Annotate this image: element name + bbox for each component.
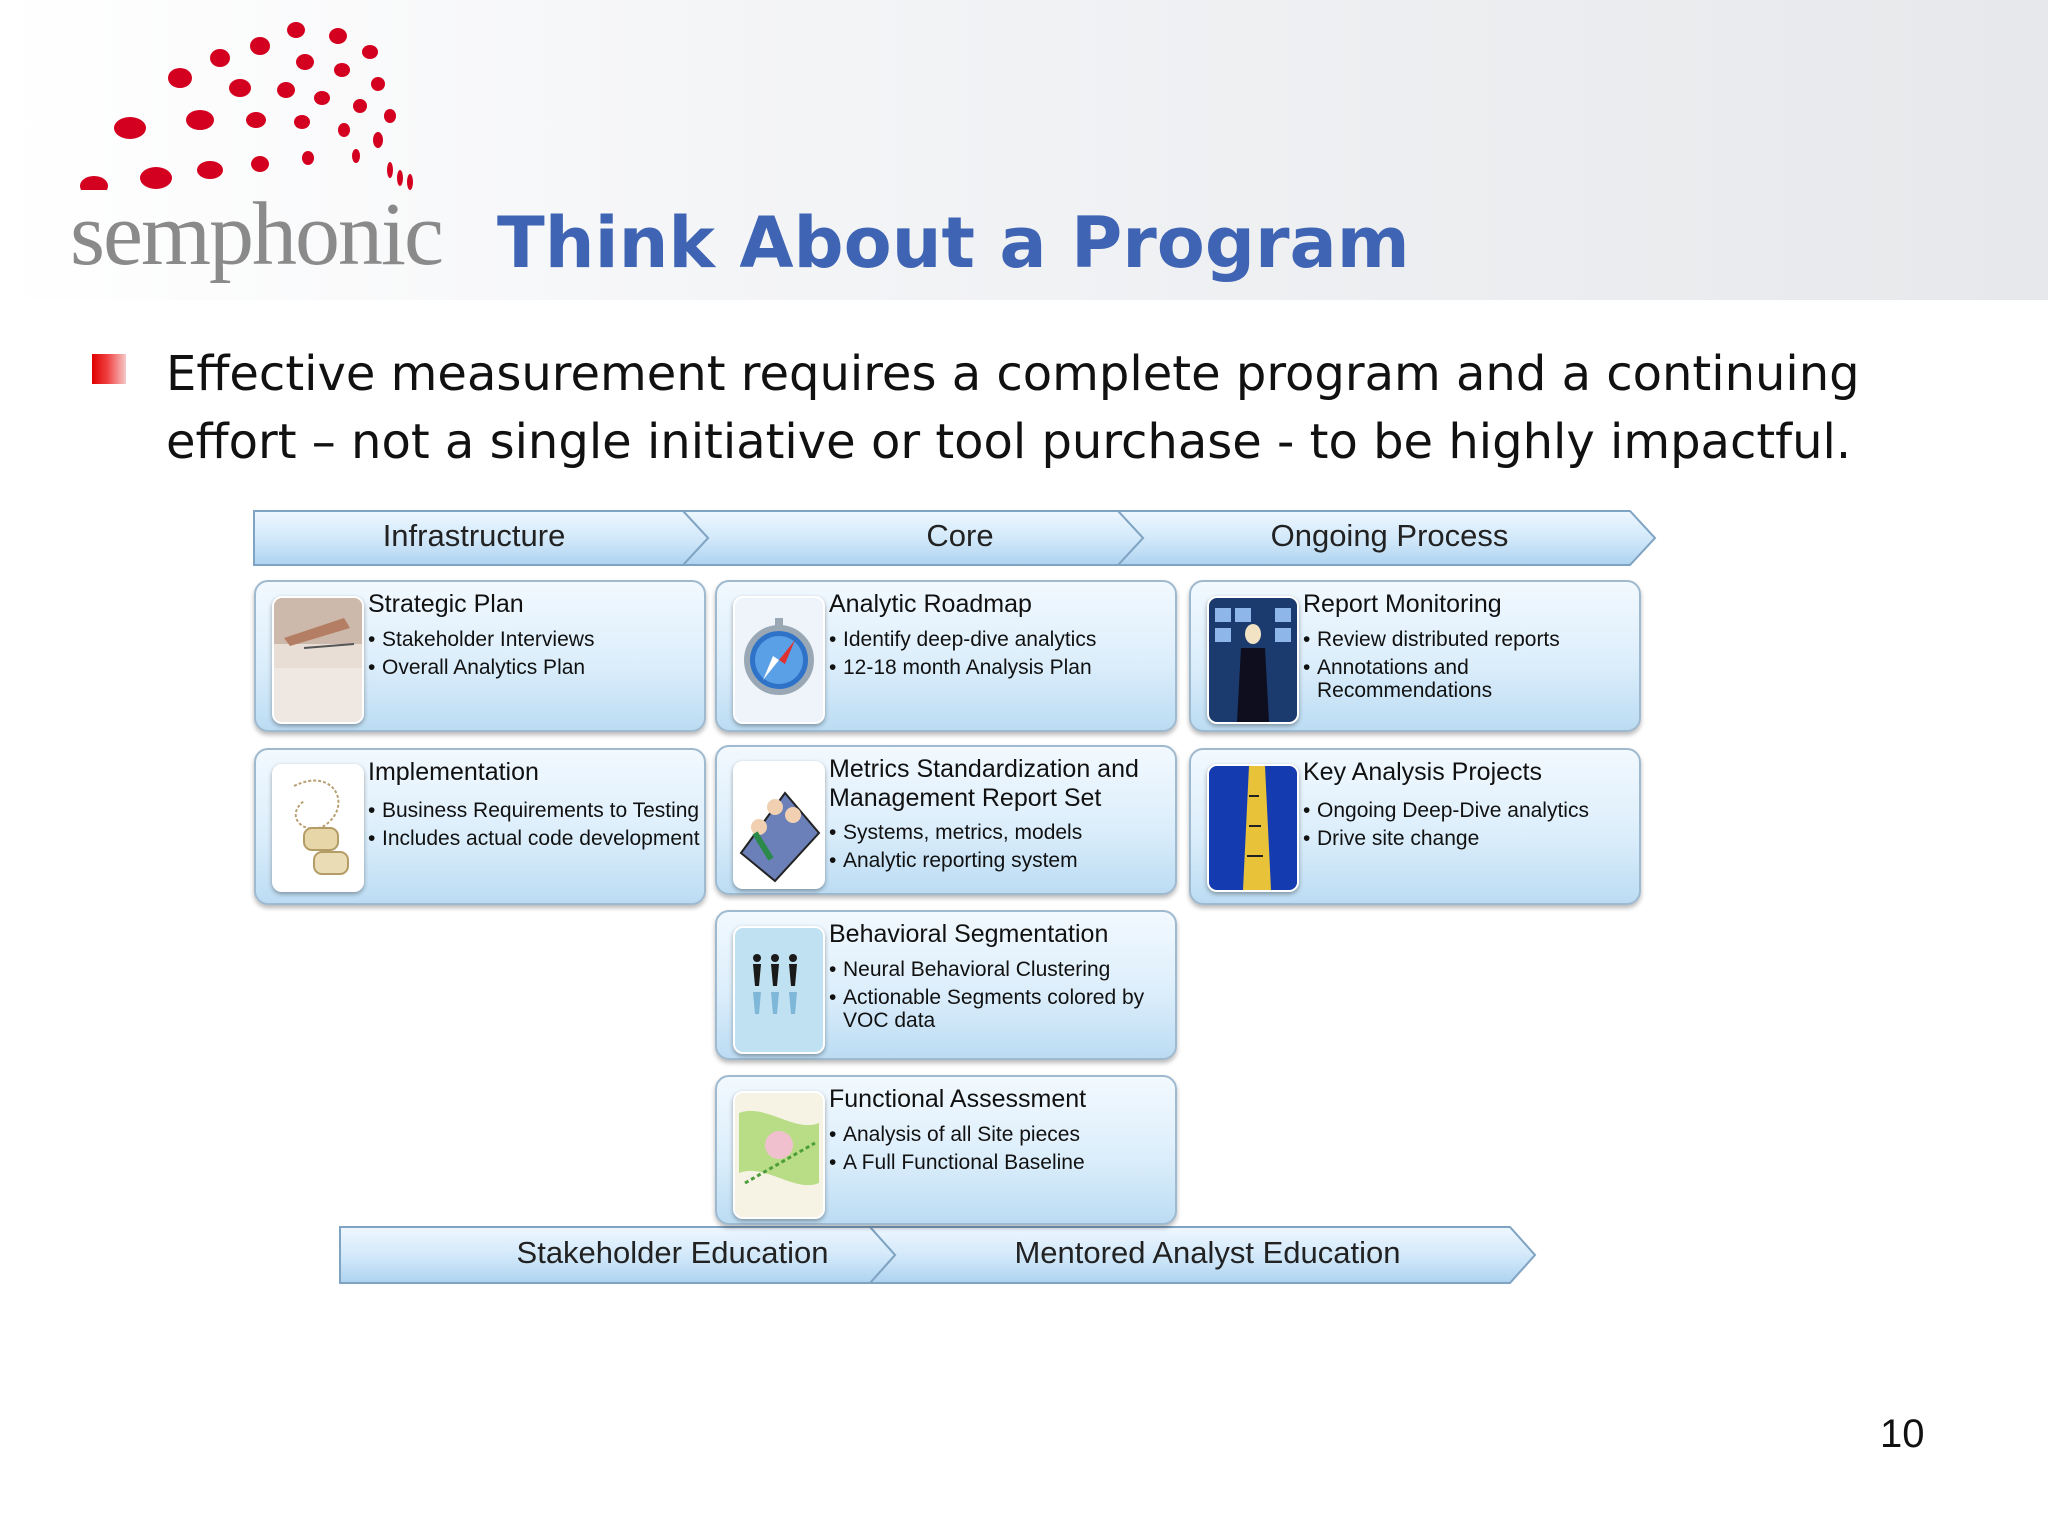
list-item: • Ongoing Deep-Dive analytics (1303, 799, 1648, 822)
bullet-line-1: Effective measurement requires a complete program and a continuing (166, 346, 1860, 402)
card-functional-assessment (715, 1075, 1177, 1225)
education-label-stakeholder: Stakeholder Education (516, 1235, 829, 1270)
card-report-monitoring (1189, 580, 1641, 732)
compass-icon (733, 596, 825, 724)
card-title: Functional Assessment (829, 1085, 1087, 1113)
page-title: Think About a Program (497, 202, 1410, 284)
card-metrics-standardization (715, 745, 1177, 895)
card-title: Analytic Roadmap (829, 590, 1032, 618)
card-key-analysis-projects (1189, 748, 1641, 905)
list-item: • Identify deep-dive analytics (829, 628, 1174, 651)
list-item: • Stakeholder Interviews (368, 628, 713, 651)
card-title: Key Analysis Projects (1303, 758, 1542, 786)
education-label-mentored: Mentored Analyst Education (1014, 1235, 1401, 1270)
card-bullets (829, 628, 1174, 684)
card-bullets (829, 958, 1174, 1037)
card-title: Metrics Standardization and Management Report Set (829, 755, 1139, 812)
list-item: • Overall Analytics Plan (368, 656, 713, 679)
list-item: • Includes actual code development (368, 827, 713, 850)
list-item: • Neural Behavioral Clustering (829, 958, 1174, 981)
card-behavioral-segmentation (715, 910, 1177, 1060)
card-bullets (368, 799, 713, 855)
phase-label-infrastructure: Infrastructure (382, 518, 566, 553)
card-bullets (829, 1123, 1174, 1179)
list-item: • A Full Functional Baseline (829, 1151, 1174, 1174)
card-bullets (1303, 799, 1648, 855)
list-item: • Analytic reporting system (829, 849, 1174, 872)
card-title: Report Monitoring (1303, 590, 1502, 618)
page-number: 10 (1880, 1412, 1925, 1456)
phase-label-core: Core (926, 518, 994, 553)
people-figures-icon (733, 926, 825, 1054)
list-item: • Annotations and Recommendations (1303, 656, 1648, 702)
card-title: Implementation (368, 758, 539, 786)
planning-photo-icon (272, 596, 364, 724)
measuring-tape-icon (1207, 764, 1299, 892)
list-item: • Business Requirements to Testing (368, 799, 713, 822)
list-item: • 12-18 month Analysis Plan (829, 656, 1174, 679)
list-item: • Analysis of all Site pieces (829, 1123, 1174, 1146)
monitor-wall-icon (1207, 596, 1299, 724)
card-title: Strategic Plan (368, 590, 524, 618)
list-item: • Review distributed reports (1303, 628, 1648, 651)
card-bullets (368, 628, 713, 684)
bullet-line-2: effort – not a single initiative or tool purchase - to be highly impactful. (166, 414, 1852, 470)
logo-wordmark: semphonic (70, 185, 442, 284)
dog-tags-icon (272, 764, 364, 892)
card-strategic-plan (254, 580, 706, 732)
card-analytic-roadmap (715, 580, 1177, 732)
meeting-illustration-icon (733, 761, 825, 889)
list-item: • Actionable Segments colored by VOC data (829, 986, 1174, 1032)
list-item: • Systems, metrics, models (829, 821, 1174, 844)
list-item: • Drive site change (1303, 827, 1648, 850)
card-title: Behavioral Segmentation (829, 920, 1109, 948)
map-icon (733, 1091, 825, 1219)
card-implementation (254, 748, 706, 905)
card-bullets (829, 821, 1174, 877)
phase-label-ongoing: Ongoing Process (1270, 518, 1509, 553)
card-bullets (1303, 628, 1648, 707)
